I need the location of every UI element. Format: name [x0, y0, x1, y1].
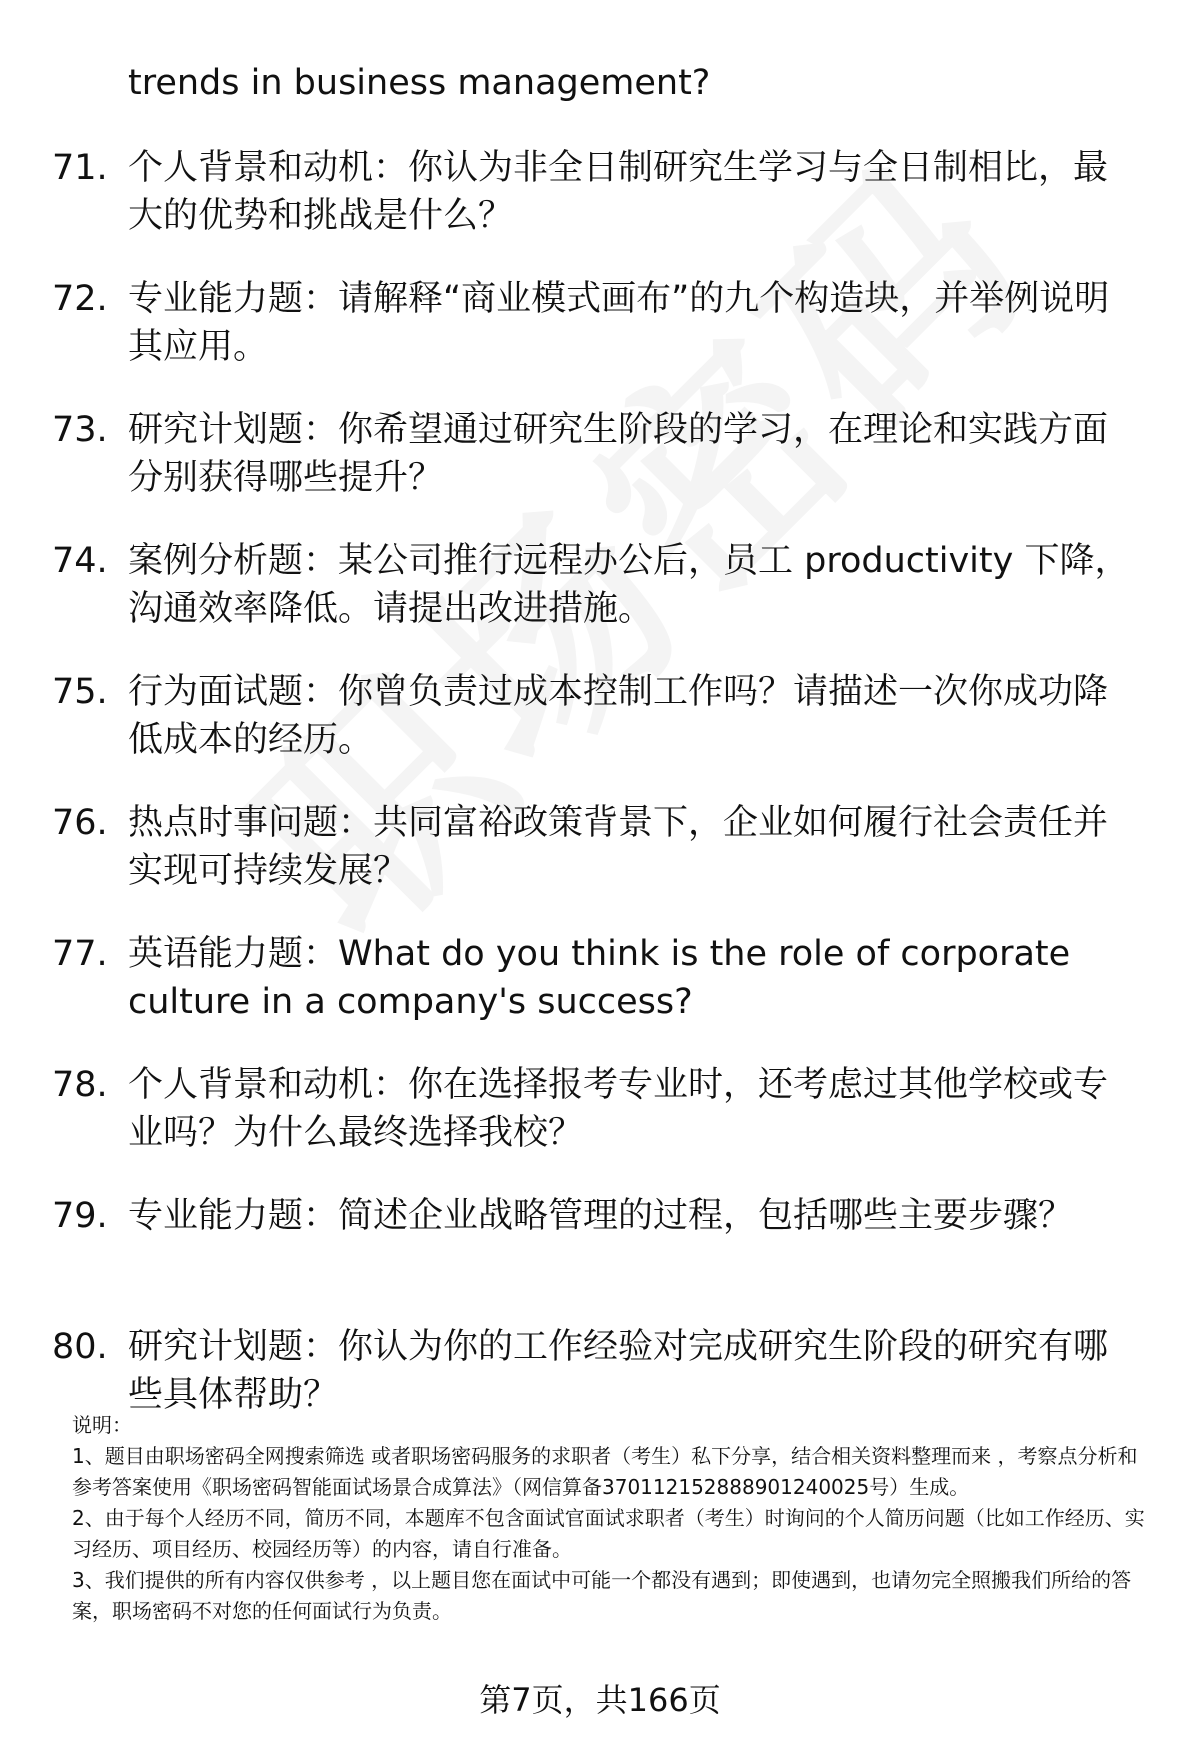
question-number: 73. [52, 410, 108, 450]
question-item [0, 930, 1200, 1061]
question-number: 72. [52, 279, 108, 319]
note-item: 3、我们提供的所有内容仅供参考 ，以上题目您在面试中可能一个都没有遇到；即使遇到，也请勿完全照搬我们所给的答案，职场密码不对您的任何面试行为负责。 [72, 1568, 1132, 1623]
page-number-footer: 第7页，共166页 [479, 1681, 721, 1719]
question-text: 行为面试题：你曾负责过成本控制工作吗？请描述一次你成功降低成本的经历。 [128, 672, 1109, 760]
question-item [0, 668, 1200, 799]
question-text: 专业能力题：简述企业战略管理的过程，包括哪些主要步骤？ [128, 1196, 1074, 1236]
question-number: 71. [52, 148, 108, 188]
question-text: 英语能力题：What do you think is the role of corporate culture in a company's success? [128, 934, 1071, 1022]
question-item [0, 1061, 1200, 1192]
question-number: 78. [52, 1065, 108, 1105]
question-item [0, 144, 1200, 275]
question-number: 77. [52, 934, 108, 974]
notes-heading: 说明： [72, 1413, 132, 1437]
question-item [0, 275, 1200, 406]
note-item: 1、题目由职场密码全网搜索筛选 或者职场密码服务的求职者（考生）私下分享，结合相关资料整理而来 ，考察点分析和参考答案使用《职场密码智能面试场景合成算法》（网信算备370112152888901240025号）生成。 [72, 1444, 1138, 1499]
question-list [0, 144, 1200, 1454]
question-text: 研究计划题：你希望通过研究生阶段的学习，在理论和实践方面分别获得哪些提升？ [128, 410, 1109, 498]
notes-section [72, 1410, 1152, 1627]
question-text: 案例分析题：某公司推行远程办公后，员工 productivity 下降，沟通效率降低。请提出改进措施。 [128, 541, 1130, 629]
question-number: 74. [52, 541, 108, 581]
question-item [0, 799, 1200, 930]
question-text: 专业能力题：请解释“商业模式画布”的九个构造块，并举例说明其应用。 [128, 279, 1110, 367]
note-item: 2、由于每个人经历不同，简历不同，本题库不包含面试官面试求职者（考生）时询问的个人简历问题（比如工作经历、实习经历、项目经历、校园经历等）的内容，请自行准备。 [72, 1506, 1145, 1561]
question-item [0, 406, 1200, 537]
question-text: 热点时事问题：共同富裕政策背景下，企业如何履行社会责任并实现可持续发展？ [128, 803, 1109, 891]
question-number: 80. [52, 1327, 108, 1367]
question-item [0, 1192, 1200, 1323]
question-number: 79. [52, 1196, 108, 1236]
question-text: 个人背景和动机：你在选择报考专业时，还考虑过其他学校或专业吗？为什么最终选择我校？ [128, 1065, 1109, 1153]
question-text: 个人背景和动机：你认为非全日制研究生学习与全日制相比，最大的优势和挑战是什么？ [128, 148, 1109, 236]
question-number: 75. [52, 672, 108, 712]
previous-question-continuation: trends in business management? [128, 63, 711, 103]
question-text: 研究计划题：你认为你的工作经验对完成研究生阶段的研究有哪些具体帮助？ [128, 1327, 1109, 1415]
question-item [0, 537, 1200, 668]
question-number: 76. [52, 803, 108, 843]
